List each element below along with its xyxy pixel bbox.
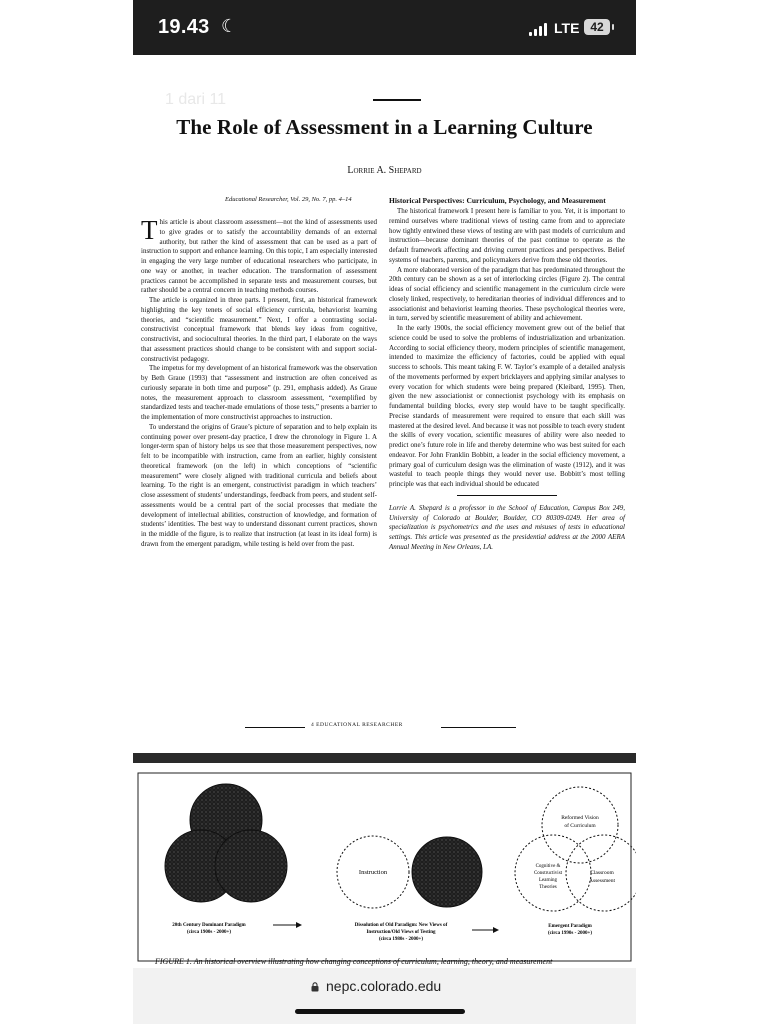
intro-paragraph: This article is about classroom assessment—not the kind of assessments used to give grades or to satisfy the accountability demands of an external authority, but rather the kind of assessment that can be used as a part of instruction to support and enhance learning. On this topic, I am especially interested in engaging the very large number of educational researchers who participate, in one way or another, in teacher education. The transformation of assessment practices cannot be accomplished in separate tests and measurement courses, but rather should be a central concern in teaching methods courses. [141, 215, 377, 295]
cognitive-label-2: Constructivist [533, 871, 563, 876]
caption-right-2: (circa 1990s - 2000+) [548, 931, 592, 936]
body-paragraph: In the early 1900s, the social efficiency movement grew out of the belief that science could be used to solve the problems of industrialization and urbanization. According to social efficiency theory, modern principles of scientific management, intended to maximize the efficiency of factories, could be applied with equal success to schools. This meant taking F. W. Taylor’s example of a detailed analysis of the movements performed by expert bricklayers and applying similar analyses to every vocation for which students were being prepared (Kleibard, 1995). Then, given the new associationist or connectionist psychology with its emphasis on fundamental building blocks, every step would have to be taught specifically. Precise standards of measurement were required to ensure that each skill was mastered at the desired level. And because it was not possible to teach every student the skills of every vocation, scientific measures of ability were also needed to predict one’s future role in life and thereby determine who was best suited for each endeavor. For John Franklin Bobbitt, a leader in the social efficiency movement, a primary goal of curriculum design was the elimination of waste (1912), and it was wasteful to teach people things they would never use. Bobbitt’s most telling principle was that each individual should be educated [389, 324, 625, 488]
author-bio: Lorrie A. Shepard is a professor in the School of Education, Campus Box 249, University of Colorado at Boulder, Boulder, CO 80309-0249. Her area of specialization is psychometrics and the uses and misuses of tests in educational settings. This article was presented as the presidential address at the 2000 AERA Annual Meeting in New Orleans, LA. [389, 503, 625, 551]
home-indicator[interactable] [295, 1009, 465, 1014]
footer-rule-right [441, 727, 516, 728]
page-separator [133, 753, 636, 763]
document-page-1[interactable] [133, 55, 636, 753]
status-bar [133, 0, 636, 55]
article-title: The Role of Assessment in a Learning Culture [176, 115, 593, 139]
drop-cap: T [141, 215, 158, 245]
caption-middle-2: Instruction/Old Views of Testing [366, 930, 436, 935]
section-heading: Historical Perspectives: Curriculum, Psychology, and Measurement [389, 196, 606, 205]
lock-icon [311, 982, 319, 992]
classroom-label-2: Assessment [589, 878, 615, 884]
page-footer: 4 EDUCATIONAL RESEARCHER [311, 722, 403, 728]
cognitive-label-3: Learning [538, 878, 558, 883]
arrow-right-icon [493, 927, 499, 933]
classroom-label-1: Classroom [590, 870, 614, 876]
cognitive-label-1: Cognitive & [535, 864, 561, 869]
journal-citation: Educational Researcher, Vol. 29, No. 7, pp. 4–14 [225, 196, 352, 203]
title-rule [373, 99, 421, 101]
reformed-label-2: of Curriculum [564, 823, 596, 829]
signal-icon [529, 22, 549, 36]
cognitive-label-4: Theories [539, 885, 557, 890]
arrow-left-icon [296, 922, 302, 928]
instruction-label: Instruction [358, 869, 388, 876]
body-paragraph: The article is organized in three parts. I present, first, an historical framework highlighting the key tenets of social efficiency curricula, behaviorist learning theories, and “scientific measurement.” Next, I offer a contrasting social-constructivist conceptual framework that blends key ideas from cognitive, constructivist, and sociocultural theories. In the third part, I elaborate on the ways that assessment practices should change to be consistent with and support social-constructivist pedagogy. [141, 296, 377, 363]
url-bar[interactable] [133, 968, 636, 1024]
body-paragraph: The historical framework I present here is familiar to you. Yet, it is important to remind ourselves where traditional views of testing came from and to appreciate how tightly entwined these views of testing are with past models of curriculum and instruction—because dominant theories of the past continue to operate as the default framework affecting and driving current practices and perspectives. Belief systems of teachers, parents, and policymakers derive from these old theories. [389, 207, 625, 264]
caption-right-1: Emergent Paradigm [548, 924, 592, 929]
right-column [389, 196, 625, 553]
figure-caption: FIGURE 1. An historical overview illustrating how changing conceptions of curriculum, learning, theory, and measurement [155, 957, 553, 966]
paradigm-circle-right [215, 830, 287, 902]
body-paragraph: To understand the origins of Graue’s picture of separation and to help explain its continuing power over present-day practice, I drew the chronology in Figure 1. A longer-term span of history helps us see that those measurement perspectives, now felt to be incompatible with instruction, came from an earlier, highly consistent theoretical framework (on the left) in which conceptions of “scientific measurement” were closely aligned with traditional curricula and beliefs about learning. To the right is an emergent, constructivist paradigm in which teachers’ close assessment of students’ understandings, feedback from peers, and student self-assessments would be a central part of the social processes that mediate the development of intellectual abilities, construction of knowledge, and formation of students’ identities. The best way to understand dissonant current practices, shown in the middle of the figure, is to realize that instruction (at least in its ideal form) is drawn from the emergent paradigm, while testing is held over from the past. [141, 422, 377, 548]
caption-left-2: (circa 1900s - 2000+) [187, 930, 231, 935]
battery-icon: 42 [584, 19, 610, 35]
caption-middle-3: (circa 1980s - 2000+) [379, 937, 423, 942]
figure-diagram [133, 763, 636, 968]
author-name: Lorrie A. Shepard [347, 165, 422, 176]
url-text[interactable]: nepc.colorado.edu [326, 978, 442, 994]
body-paragraph: The impetus for my development of an historical framework was the observation by Beth Graue (1993) that “assessment and instruction are often conceived as curiously separate in both time and purpose” (p. 291, emphasis added). As Graue notes, the measurement approach to classroom assessment, “exemplified by standardized tests and teacher-made emulations of those tests,” presents a barrier to the implementation of more constructivist approaches to instruction. [141, 364, 377, 421]
caption-middle-1: Dissolution of Old Paradigm: New Views of [354, 923, 448, 928]
reformed-label-1: Reformed Vision [561, 815, 599, 821]
testing-circle [412, 837, 482, 907]
network-label: LTE [554, 20, 580, 36]
phone-screen [133, 0, 636, 1024]
footer-rule-left [245, 727, 305, 728]
left-column [141, 215, 377, 550]
bio-rule [457, 495, 557, 496]
page-counter: 1 dari 11 [165, 91, 227, 108]
moon-icon: ☾ [221, 16, 238, 36]
caption-left-1: 20th Century Dominant Paradigm [172, 923, 246, 928]
body-paragraph: A more elaborated version of the paradigm that has predominated throughout the 20th century can be shown as a set of interlocking circles (Figure 2). The central ideas of social efficiency and scientific management in the curriculum circle were closely linked, respectively, to hereditarian theories of individual differences and to associationist and behaviorist learning theories. These psychological theories were, in turn, served by scientific measurement of ability and achievement. [389, 265, 625, 323]
document-page-2[interactable] [133, 763, 636, 968]
status-time: 19.43 [158, 16, 210, 38]
